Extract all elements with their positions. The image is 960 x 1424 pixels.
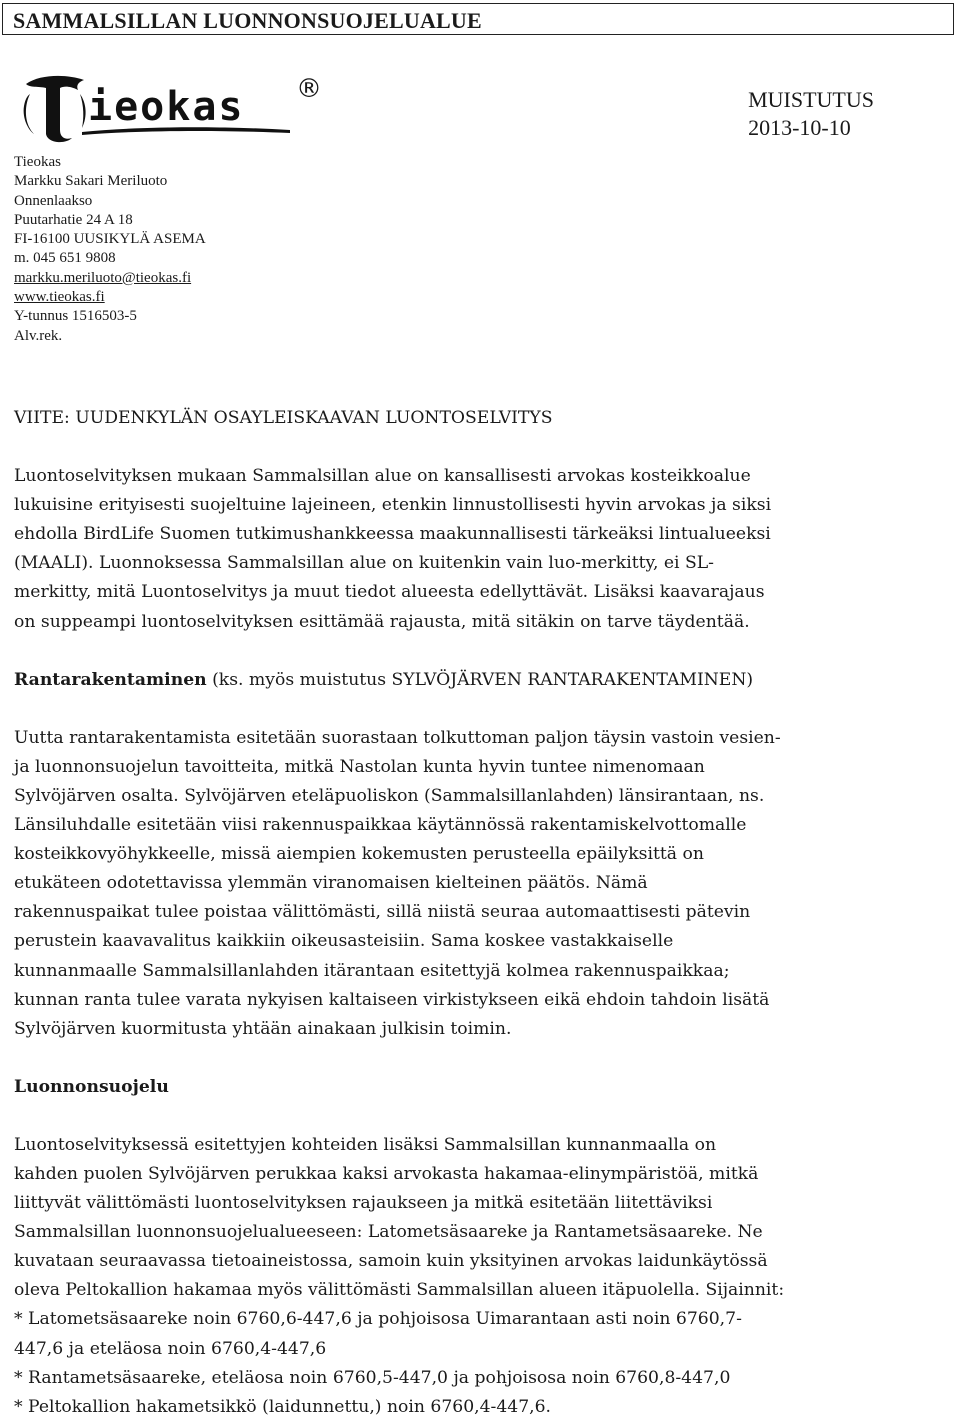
document-title-box [2, 3, 954, 35]
section-heading-rantarakentaminen [14, 666, 948, 695]
section-heading-luonnonsuojelu: Luonnonsuojelu [14, 1076, 169, 1097]
memo-date: 2013-10-10 [748, 115, 851, 140]
sender-email-link[interactable]: markku.meriluoto@tieokas.fi [14, 269, 192, 286]
section-heading-bold: Rantarakentaminen [14, 669, 207, 690]
sender-street: Puutarhatie 24 A 18 [14, 211, 133, 228]
sender-address-block [14, 153, 206, 346]
sender-phone: m. 045 651 9808 [14, 250, 116, 267]
registered-mark: ® [296, 74, 322, 104]
paragraph-maali [14, 462, 948, 637]
section-heading-note: (ks. myös muistutus SYLVÖJÄRVEN RANTARAKENTAMINEN) [206, 669, 754, 690]
text-line: 447,6 ja eteläosa noin 6760,4-447,6 [14, 1338, 327, 1359]
text-line: perustein kaavavalitus kaikkiin oikeusasteisiin. Sama koskee vastakkaiselle [14, 931, 674, 952]
sender-name: Markku Sakari Meriluoto [14, 173, 168, 190]
text-line: liittyvät välittömästi luontoselvityksen rajaukseen ja mitkä esitetään liitettäviksi [14, 1193, 713, 1214]
memo-label: MUISTUTUS [748, 87, 874, 112]
text-line: Sylvöjärven kuormitusta yhtään ainakaan julkisin toimin. [14, 1018, 512, 1039]
text-line: ehdolla BirdLife Suomen tutkimushankkeessa maakunnallisesti tärkeäksi lintualueeksi [14, 524, 771, 545]
text-line: kahden puolen Sylvöjärven perukkaa kaksi arvokasta hakamaa-elinympäristöä, mitkä [14, 1163, 759, 1184]
text-line: oleva Peltokallion hakamaa myös välittömästi Sammalsillan alueen itäpuolella. Sijainnit: [14, 1280, 785, 1301]
text-line: Uutta rantarakentamista esitetään suorastaan tolkuttoman paljon täysin vastoin vesien- [14, 727, 781, 748]
text-line: Länsiluhdalle esitetään viisi rakennuspaikkaa käytännössä rakentamiskelvottomalle [14, 815, 747, 836]
text-line: on suppeampi luontoselvityksen esittämää rajausta, mitä sitäkin on tarve täydentää. [14, 611, 750, 632]
text-line: ja luonnonsuojelun tavoitteita, mitkä Nastolan kunta hyvin tuntee nimenomaan [14, 756, 705, 777]
text-line: Luontoselvityksessä esitettyjen kohteiden lisäksi Sammalsillan kunnanmaalla on [14, 1134, 717, 1155]
text-line: (MAALI). Luonnoksessa Sammalsillan alue on kuitenkin vain luo-merkitty, ei SL- [14, 553, 714, 574]
reference-line: VIITE: UUDENKYLÄN OSAYLEISKAAVAN LUONTOSELVITYS [14, 408, 553, 428]
document-title: SAMMALSILLAN LUONNONSUOJELUALUE [13, 8, 482, 33]
tieokas-logo-graphic [22, 72, 297, 144]
svg-text:ieokas: ieokas [88, 84, 245, 130]
text-line: Sammalsillan luonnonsuojelualueeseen: Latometsäsaareke ja Rantametsäsaareke. Ne [14, 1222, 763, 1243]
paragraph-rantarakentaminen [14, 724, 948, 1044]
tieokas-logo [22, 72, 297, 144]
text-line: * Peltokallion hakametsikkö (laidunnettu,) noin 6760,4-447,6. [14, 1396, 552, 1417]
text-line: Luontoselvityksen mukaan Sammalsillan alue on kansallisesti arvokas kosteikkoalue [14, 466, 751, 487]
text-line: kunnanmaalle Sammalsillanlahden itärantaan esitettyjä kolmea rakennuspaikkaa; [14, 960, 730, 981]
text-line: rakennuspaikat tulee poistaa välittömästi, sillä niistä seuraa automaattisesti pätevin [14, 902, 751, 923]
text-line: * Latometsäsaareke noin 6760,6-447,6 ja pohjoisosa Uimarantaan asti noin 6760,7- [14, 1309, 742, 1330]
paragraph-luonnonsuojelu [14, 1131, 948, 1422]
text-line: Sylvöjärven osalta. Sylvöjärven eteläpuoliskon (Sammalsillanlahden) länsirantaan, ns. [14, 785, 765, 806]
memo-body [14, 404, 948, 1422]
sender-vat: Alv.rek. [14, 327, 63, 344]
text-line: * Rantametsäsaareke, eteläosa noin 6760,5-447,0 ja pohjoisosa noin 6760,8-447,0 [14, 1367, 731, 1388]
sender-business-id: Y-tunnus 1516503-5 [14, 308, 137, 325]
sender-org: Tieokas [14, 154, 61, 170]
text-line: kunnan ranta tulee varata nykyisen kaltaiseen virkistykseen eikä ehdoin tahdoin lisätä [14, 989, 770, 1010]
text-line: lukuisine erityisesti suojeltuine lajeineen, etenkin linnustollisesti hyvin arvokas ja siksi [14, 495, 772, 516]
sender-web-link[interactable]: www.tieokas.fi [14, 289, 105, 306]
text-line: kuvataan seuraavassa tietoaineistossa, samoin kuin yksityinen arvokas laidunkäytössä [14, 1251, 768, 1272]
sender-postal: FI-16100 UUSIKYLÄ ASEMA [14, 231, 206, 248]
text-line: etukäteen odotettavissa ylemmän viranomaisen kielteinen päätös. Nämä [14, 873, 648, 894]
text-line: merkitty, mitä Luontoselvitys ja muut tiedot alueesta edellyttävät. Lisäksi kaavarajaus [14, 582, 765, 603]
memo-header [748, 86, 874, 142]
sender-place: Onnenlaakso [14, 192, 93, 209]
text-line: kosteikkovyöhykkeelle, missä aiempien kokemusten perusteella epäilyksittä on [14, 844, 704, 865]
